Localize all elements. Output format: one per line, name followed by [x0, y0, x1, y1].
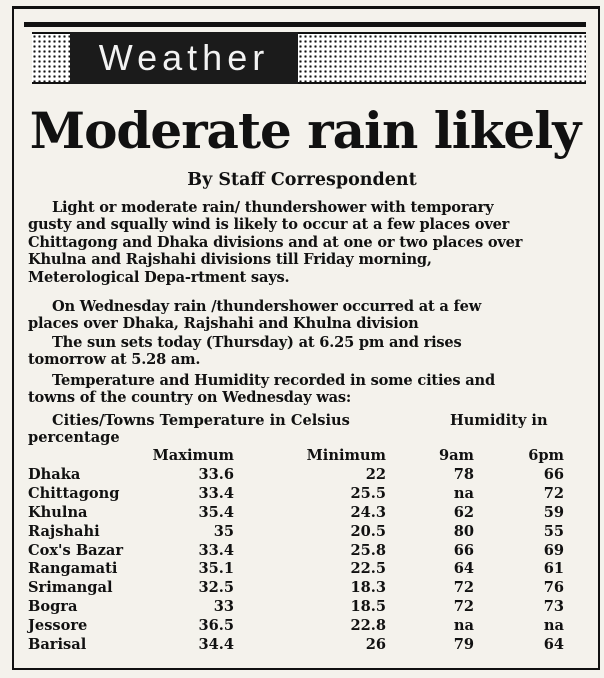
header-9am: 9am — [438, 447, 474, 464]
text-line: Khulna and Rajshahi divisions till Friday morning, — [28, 251, 432, 269]
table-row — [28, 579, 564, 598]
header-6pm: 6pm — [528, 447, 564, 464]
cell-city: Srimangal — [28, 579, 113, 597]
cell-9am: 79 — [453, 636, 474, 654]
table-row — [28, 504, 564, 523]
table-caption: Cities/Towns Temperature in Celsius — [52, 412, 350, 429]
cell-city: Khulna — [28, 503, 88, 521]
text-line: places over Dhaka, Rajshahi and Khulna division — [28, 315, 419, 333]
table-row — [28, 636, 564, 655]
cell-9am: na — [453, 617, 474, 635]
banner-hatch-right — [298, 32, 586, 84]
weather-table — [28, 447, 564, 655]
cell-6pm: na — [543, 617, 564, 635]
cell-min: 26 — [365, 636, 386, 654]
cell-6pm: 73 — [543, 598, 564, 616]
cell-max: 33.4 — [198, 541, 234, 559]
cell-9am: 66 — [453, 541, 474, 559]
table-row — [28, 598, 564, 617]
cell-max: 36.5 — [198, 617, 234, 635]
cell-city: Rajshahi — [28, 522, 100, 540]
table-header-row — [28, 447, 564, 466]
cell-9am: 80 — [453, 522, 474, 540]
text-line: Light or moderate rain/ thundershower with temporary — [52, 199, 494, 216]
cell-9am: 62 — [453, 503, 474, 521]
frame-right-rule — [598, 6, 600, 670]
cell-max: 33.6 — [198, 465, 234, 483]
table-row — [28, 523, 564, 542]
frame-top-rule — [12, 6, 600, 9]
cell-min: 25.5 — [350, 484, 386, 502]
cell-city: Rangamati — [28, 560, 118, 578]
cell-max: 35 — [213, 522, 234, 540]
text-line: towns of the country on Wednesday was: — [28, 389, 352, 407]
cell-max: 35.1 — [198, 560, 234, 578]
cell-6pm: 55 — [543, 522, 564, 540]
text-line: Meterological Depa-rtment says. — [28, 268, 290, 286]
cell-9am: na — [453, 484, 474, 502]
cell-min: 22 — [365, 465, 386, 483]
cell-max: 35.4 — [198, 503, 234, 521]
cell-min: 24.3 — [350, 503, 386, 521]
table-caption-humidity: Humidity in — [450, 412, 548, 429]
text-line: Temperature and Humidity recorded in some cities and — [52, 372, 495, 389]
cell-9am: 78 — [453, 465, 474, 483]
text-line: On Wednesday rain /thundershower occurred at a few — [52, 298, 482, 315]
cell-min: 25.8 — [350, 541, 386, 559]
frame-left-rule — [12, 6, 14, 670]
table-row — [28, 542, 564, 561]
cell-max: 33 — [213, 598, 234, 616]
cell-city: Cox's Bazar — [28, 541, 124, 559]
cell-min: 20.5 — [350, 522, 386, 540]
cell-max: 33.4 — [198, 484, 234, 502]
paragraph-wednesday — [28, 298, 481, 333]
text-line: Chittagong and Dhaka divisions and at one or two places over — [28, 233, 523, 251]
byline: By Staff Correspondent — [187, 170, 417, 190]
cell-6pm: 69 — [543, 541, 564, 559]
text-line: gusty and squally wind is likely to occur at a few places over — [28, 216, 510, 234]
table-row — [28, 560, 564, 579]
cell-min: 22.5 — [350, 560, 386, 578]
table-row — [28, 466, 564, 485]
cell-6pm: 66 — [543, 465, 564, 483]
cell-city: Jessore — [28, 617, 88, 635]
frame-bottom-rule — [12, 668, 600, 670]
cell-9am: 72 — [453, 598, 474, 616]
cell-6pm: 64 — [543, 636, 564, 654]
text-line: tomorrow at 5.28 am. — [28, 351, 201, 369]
header-minimum: Minimum — [306, 447, 386, 464]
cell-max: 32.5 — [198, 579, 234, 597]
cell-city: Dhaka — [28, 465, 81, 483]
section-title: Weather — [70, 32, 298, 84]
table-caption-cont: percentage — [28, 429, 120, 446]
table-row — [28, 617, 564, 636]
cell-6pm: 61 — [543, 560, 564, 578]
header-maximum: Maximum — [152, 447, 234, 464]
cell-city: Barisal — [28, 636, 87, 654]
cell-9am: 72 — [453, 579, 474, 597]
headline: Moderate rain likely — [29, 101, 581, 160]
paragraph-forecast — [28, 199, 522, 286]
cell-city: Chittagong — [28, 484, 120, 502]
cell-min: 18.3 — [350, 579, 386, 597]
cell-9am: 64 — [453, 560, 474, 578]
cell-city: Bogra — [28, 598, 78, 616]
banner-hatch-left — [32, 32, 70, 84]
header-city — [28, 447, 146, 466]
table-row — [28, 485, 564, 504]
paragraph-temperature-intro — [28, 372, 495, 407]
cell-min: 18.5 — [350, 598, 386, 616]
cell-6pm: 72 — [543, 484, 564, 502]
paragraph-sun — [28, 334, 462, 369]
cell-6pm: 59 — [543, 503, 564, 521]
text-line: The sun sets today (Thursday) at 6.25 pm and rises — [52, 334, 462, 351]
cell-max: 34.4 — [198, 636, 234, 654]
cell-6pm: 76 — [543, 579, 564, 597]
cell-min: 22.8 — [350, 617, 386, 635]
banner-top-rule — [24, 22, 586, 27]
section-banner — [24, 22, 586, 84]
